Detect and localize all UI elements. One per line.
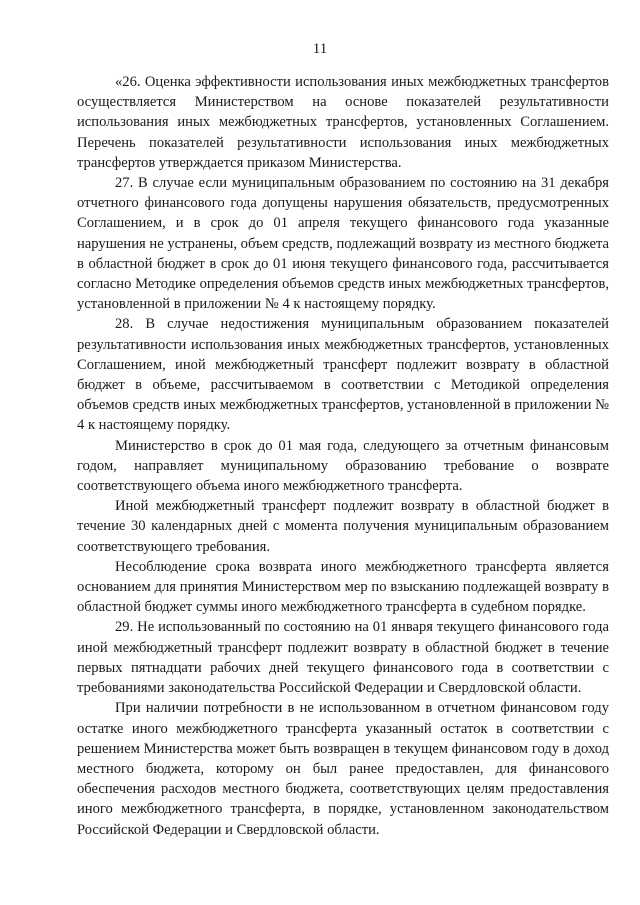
paragraph-27: 27. В случае если муниципальным образованием по состоянию на 31 декабря отчетного финансового года допущены нарушения обязательств, предусмотренных Соглашением, и в срок до 01 апреля текущего финансового года указанные нарушения не устранены, объем средств, подлежащий возврату из местного бюджета в областной бюджет в срок до 01 июня текущего финансового года, рассчитывается согласно Методике определения объемов средств иных межбюджетных трансфертов, установленной в приложении № 4 к настоящему порядку.: [77, 175, 609, 313]
paragraph-unused-remainder: При наличии потребности в не использованном в отчетном финансовом году остатке иного межбюджетного трансферта указанный остаток в соответствии с решением Министерства может быть возвращен в текущем финансовом году в доход местного бюджета, которому он был ранее предоставлен, для финансового обеспечения расходов местного бюджета, соответствующих целям предоставления иного межбюджетного трансферта, в порядке, установленном законодательством Российской Федерации и Свердловской области.: [77, 700, 609, 838]
document-body: [77, 72, 609, 840]
paragraph-26: «26. Оценка эффективности использования иных межбюджетных трансфертов осуществляется Министерством на основе показателей результативности использования иных межбюджетных трансфертов, установленных Соглашением. Перечень показателей результативности использования иных межбюджетных трансфертов утверждается приказом Министерства.: [77, 74, 609, 171]
paragraph-28: 28. В случае недостижения муниципальным образованием показателей результативности использования иных межбюджетных трансфертов, установленных Соглашением, иной межбюджетный трансферт подлежит возврату в областной бюджет в объеме, рассчитываемом в соответствии с Методикой определения объемов средств иных межбюджетных трансфертов, установленной в приложении № 4 к настоящему порядку.: [77, 316, 609, 434]
paragraph-non-compliance: Несоблюдение срока возврата иного межбюджетного трансферта является основанием для принятия Министерством мер по взысканию подлежащей возврату в областной бюджет суммы иного межбюджетного трансферта в судебном порядке.: [77, 558, 609, 616]
paragraph-return-term: Иной межбюджетный трансферт подлежит возврату в областной бюджет в течение 30 календарных дней с момента получения муниципальным образованием соответствующего требования.: [77, 498, 609, 555]
paragraph-29: 29. Не использованный по состоянию на 01 января текущего финансового года иной межбюджетный трансферт подлежит возврату в областной бюджет в течение первых пятнадцати рабочих дней текущего финансового года в соответствии с требованиями законодательства Российской Федерации и Свердловской области.: [77, 619, 609, 697]
paragraph-ministry-deadline: Министерство в срок до 01 мая года, следующего за отчетным финансовым годом, направляет муниципальному образованию требование о возврате соответствующего объема иного межбюджетного трансферта.: [77, 437, 609, 495]
page-number: 11: [312, 41, 328, 57]
